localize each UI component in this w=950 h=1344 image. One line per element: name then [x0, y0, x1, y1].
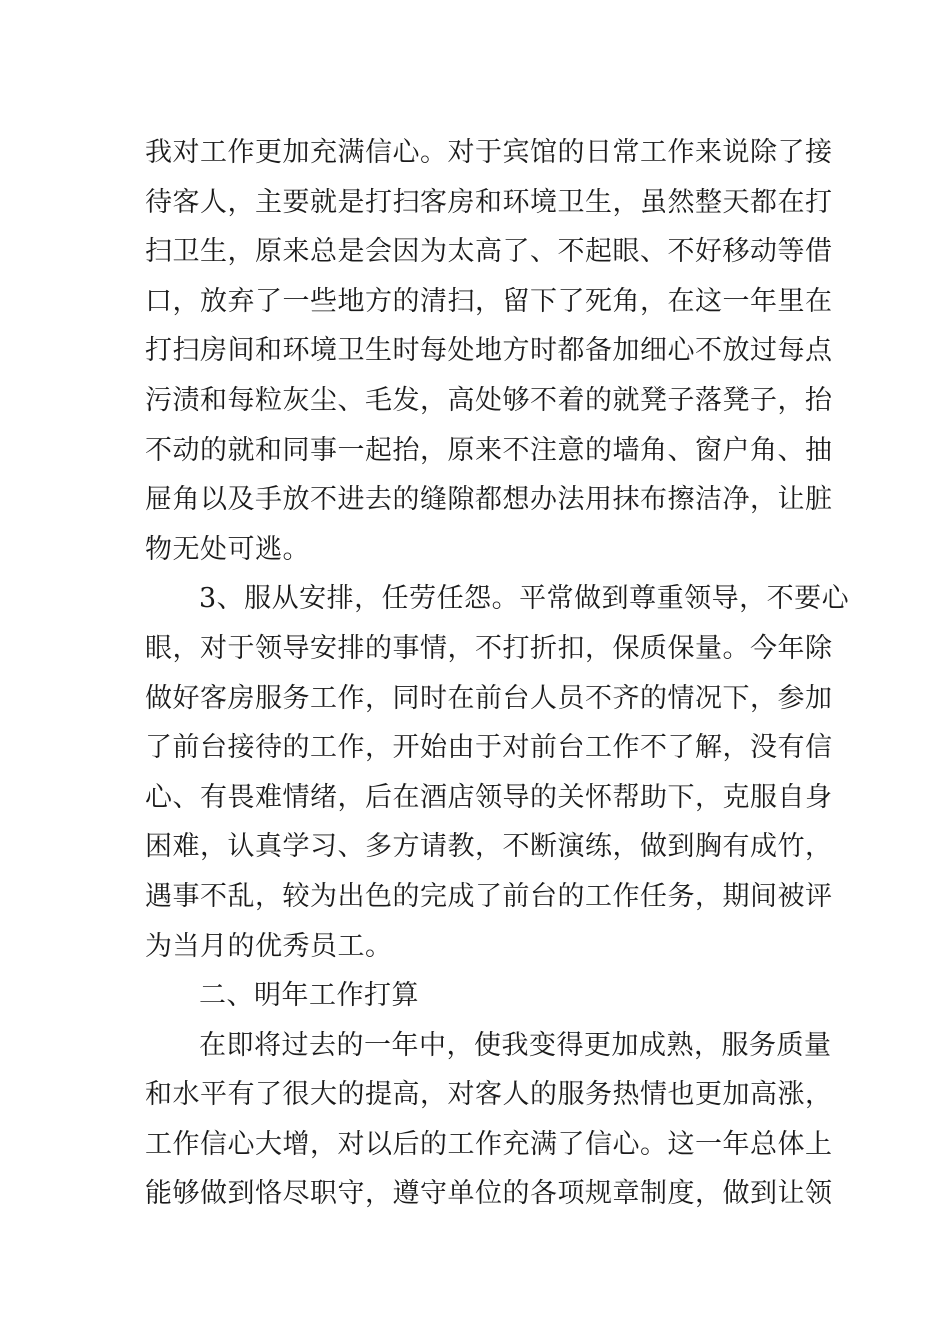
text-line: 做好客房服务工作，同时在前台人员不齐的情况下，参加 — [145, 682, 833, 714]
text-line: 屉角以及手放不进去的缝隙都想办法用抹布擦洁净，让脏 — [145, 484, 833, 516]
text-line: 眼，对于领导安排的事情，不打折扣，保质保量。今年除 — [145, 632, 833, 664]
text-line: 心、有畏难情绪，后在酒店领导的关怀帮助下，克服自身 — [145, 781, 833, 813]
text-line: 困难，认真学习、多方请教，不断演练，做到胸有成竹， — [145, 831, 833, 863]
text-line: 口，放弃了一些地方的清扫，留下了死角，在这一年里在 — [145, 285, 833, 317]
text-line: 物无处可逃。 — [145, 533, 310, 565]
document-body — [145, 128, 850, 1219]
text-line: 不动的就和同事一起抬，原来不注意的墙角、窗户角、抽 — [145, 434, 833, 466]
text-line: 遇事不乱，较为出色的完成了前台的工作任务，期间被评 — [145, 880, 833, 912]
text-line: 能够做到恪尽职守，遵守单位的各项规章制度，做到让领 — [145, 1178, 833, 1210]
text-line: 和水平有了很大的提高，对客人的服务热情也更加高涨， — [145, 1079, 833, 1111]
text-line: 打扫房间和环境卫生时每处地方时都备加细心不放过每点 — [145, 335, 833, 367]
text-line: 工作信心大增，对以后的工作充满了信心。这一年总体上 — [145, 1128, 833, 1160]
text-line: 扫卫生，原来总是会因为太高了、不起眼、不好移动等借 — [145, 236, 833, 268]
section-heading: 二、明年工作打算 — [199, 980, 419, 1012]
paragraph-first-line: 3、服从安排，任劳任怨。平常做到尊重领导，不要心 — [199, 583, 850, 615]
text-line: 待客人，主要就是打扫客房和环境卫生，虽然整天都在打 — [145, 186, 833, 218]
paragraph-first-line: 在即将过去的一年中，使我变得更加成熟，服务质量 — [199, 1029, 832, 1061]
text-line: 为当月的优秀员工。 — [145, 930, 393, 962]
text-line: 我对工作更加充满信心。对于宾馆的日常工作来说除了接 — [145, 137, 833, 168]
text-line: 污渍和每粒灰尘、毛发，高处够不着的就凳子落凳子，抬 — [145, 384, 833, 416]
text-line: 了前台接待的工作，开始由于对前台工作不了解，没有信 — [145, 732, 833, 764]
